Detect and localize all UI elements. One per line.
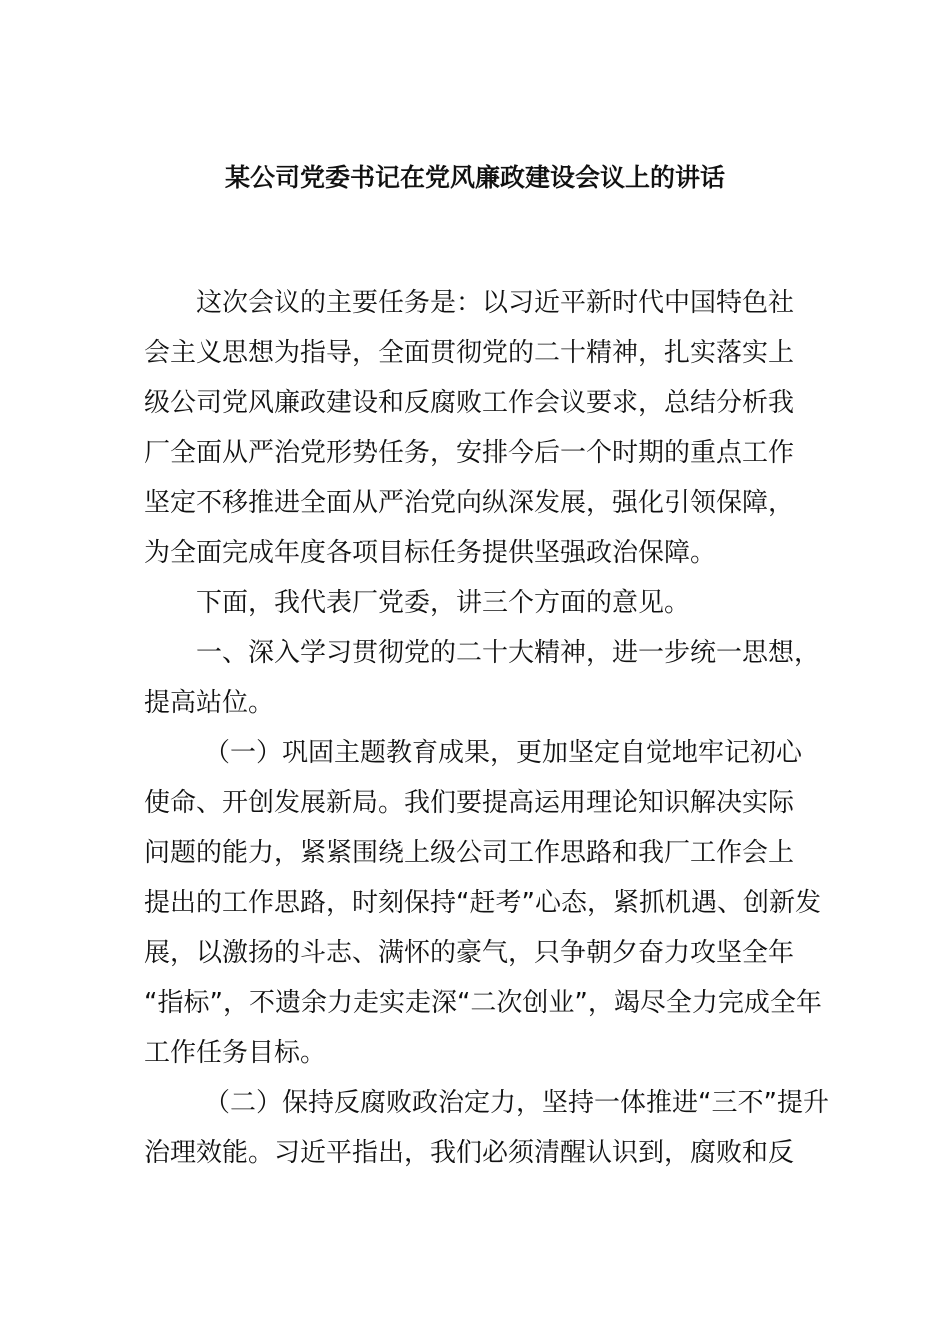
text-line: 为全面完成年度各项目标任务提供坚强政治保障。: [144, 538, 717, 568]
paragraph: [144, 728, 844, 1078]
text-line: 治理效能。习近平指出，我们必须清醒认识到，腐败和反: [144, 1138, 795, 1168]
text-line: （二）保持反腐败政治定力，坚持一体推进“三不”提升: [204, 1088, 829, 1118]
text-line: 工作任务目标。: [144, 1038, 327, 1068]
text-line: 厂全面从严治党形势任务，安排今后一个时期的重点工作: [144, 438, 795, 468]
text-line: 一、深入学习贯彻党的二十大精神，进一步统一思想，: [196, 638, 821, 668]
text-line: “指标”，不遗余力走实走深“二次创业”，竭尽全力完成全年: [144, 988, 822, 1018]
paragraph: [144, 278, 844, 578]
text-line: 问题的能力，紧紧围绕上级公司工作思路和我厂工作会上: [144, 838, 795, 868]
text-line: 展，以激扬的斗志、满怀的豪气，只争朝夕奋力攻坚全年: [144, 938, 795, 968]
text-line: 级公司党风廉政建设和反腐败工作会议要求，总结分析我: [144, 388, 795, 418]
text-line: 提高站位。: [144, 688, 275, 718]
text-line: 这次会议的主要任务是：以习近平新时代中国特色社: [196, 288, 795, 318]
text-line: 使命、开创发展新局。我们要提高运用理论知识解决实际: [144, 788, 795, 818]
text-line: 坚定不移推进全面从严治党向纵深发展，强化引领保障，: [144, 488, 795, 518]
document-body: [144, 278, 844, 1178]
text-line: （一）巩固主题教育成果，更加坚定自觉地牢记初心: [204, 738, 803, 768]
text-line: 提出的工作思路，时刻保持“赶考”心态，紧抓机遇、创新发: [144, 888, 821, 918]
paragraph: [144, 1078, 844, 1178]
document-title: 某公司党委书记在党风廉政建设会议上的讲话: [224, 163, 725, 192]
text-line: 会主义思想为指导，全面贯彻党的二十精神，扎实落实上: [144, 338, 795, 368]
paragraph: [144, 578, 844, 628]
text-line: 下面，我代表厂党委，讲三个方面的意见。: [196, 588, 691, 618]
section-heading: [144, 628, 844, 728]
